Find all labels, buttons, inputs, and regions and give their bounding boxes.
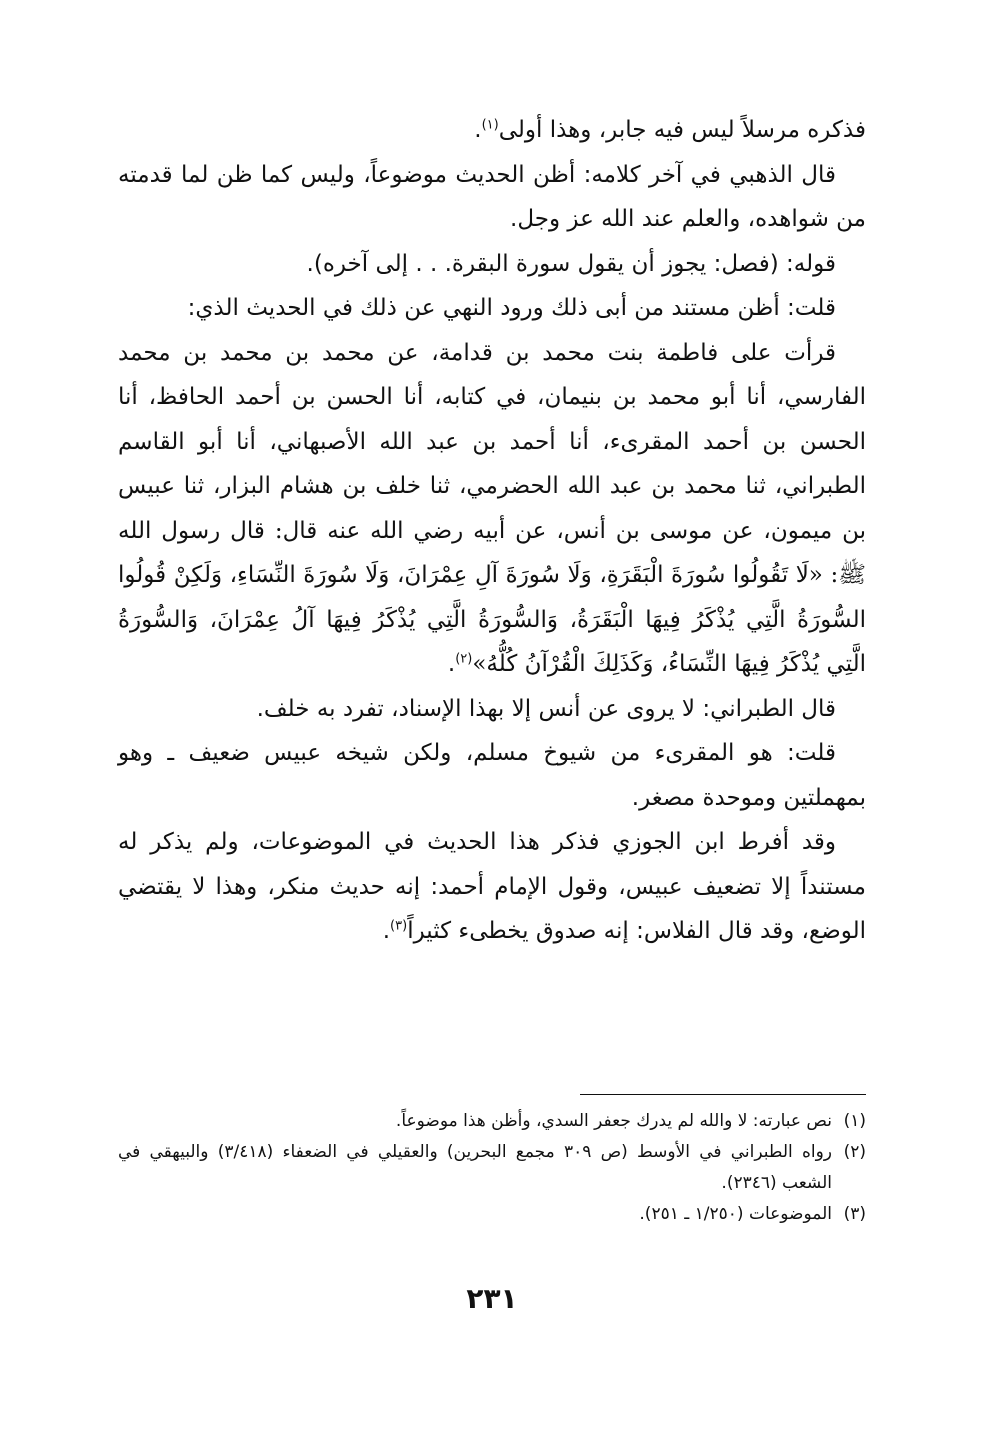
footnote-1-number: (١) — [843, 1111, 866, 1131]
footnotes — [118, 1106, 866, 1230]
footnote-separator — [580, 1094, 866, 1095]
paragraph-7 — [118, 731, 866, 820]
paragraph-1 — [118, 108, 866, 153]
paragraph-5-text: قرأت على فاطمة بنت محمد بن قدامة، عن محمد بن محمد بن محمد الفارسي، أنا أبو محمد بن بنيمان، في كتابه، أنا الحسن بن أحمد الحافظ، أنا الحسن بن أحمد المقرىء، أنا أحمد بن عبد الله الأصبهاني، أنا أبو القاسم الطبراني، ثنا محمد بن عبد الله الحضرمي، ثنا خلف بن هشام البزار، ثنا عبيس بن ميمون، عن موسى بن أنس، عن أبيه رضي الله عنه قال: قال رسول الله ﷺ: «لَا تَقُولُوا سُورَةَ الْبَقَرَةِ، وَلَا سُورَةَ آلِ عِمْرَانَ، وَلَا سُورَةَ النِّسَاءِ، وَلَكِنْ قُولُوا السُّورَةُ الَّتِي يُذْكَرُ فِيهَا الْبَقَرَةُ، وَالسُّورَةُ الَّتِي يُذْكَرُ فِيهَا آلُ عِمْرَانَ، وَالسُّورَةُ الَّتِي يُذْكَرُ فِيهَا النِّسَاءُ، وَكَذَلِكَ الْقُرْآنُ كُلُّهُ» — [118, 339, 866, 677]
page-number: ٢٣١ — [466, 1282, 518, 1315]
footnote-2-text: رواه الطبراني في الأوسط (ص ٣٠٩ مجمع البحرين) والعقيلي في الضعفاء (٣/٤١٨) والبيهقي في الشعب (٢٣٤٦). — [118, 1142, 832, 1193]
paragraph-2-text: قال الذهبي في آخر كلامه: أظن الحديث موضوعاً، وليس كما ظن لما قدمته من شواهده، والعلم عند الله عز وجل. — [118, 161, 866, 232]
paragraph-2 — [118, 153, 866, 242]
paragraph-3 — [118, 242, 866, 287]
footnote-3-number: (٣) — [843, 1204, 866, 1224]
footnote-ref-2: (٢) — [455, 651, 473, 667]
footnote-1 — [118, 1106, 866, 1137]
footnote-2 — [118, 1137, 866, 1199]
footnote-2-number: (٢) — [843, 1142, 866, 1162]
paragraph-3-text: قوله: (فصل: يجوز أن يقول سورة البقرة. . . إلى آخره). — [306, 250, 836, 277]
paragraph-1-text: فذكره مرسلاً ليس فيه جابر، وهذا أولى — [498, 117, 866, 143]
paragraph-8 — [118, 820, 866, 954]
paragraph-1-tail: . — [474, 117, 482, 143]
main-text — [118, 108, 866, 954]
footnote-ref-1: (١) — [481, 117, 499, 133]
paragraph-6 — [118, 687, 866, 732]
paragraph-4 — [118, 286, 866, 331]
footnote-1-text: نص عبارته: لا والله لم يدرك جعفر السدي، وأظن هذا موضوعاً. — [395, 1111, 832, 1131]
paragraph-5 — [118, 331, 866, 687]
paragraph-8-text: وقد أفرط ابن الجوزي فذكر هذا الحديث في الموضوعات، ولم يذكر له مستنداً إلا تضعيف عبيس، وقول الإمام أحمد: إنه حديث منكر، وهذا لا يقتضي الوضع، وقد قال الفلاس: إنه صدوق يخطىء كثيراً — [118, 829, 866, 944]
paragraph-5-tail: . — [447, 651, 456, 677]
paragraph-7-text: قلت: هو المقرىء من شيوخ مسلم، ولكن شيخه عبيس ضعيف ـ وهو بمهملتين وموحدة مصغر. — [118, 740, 866, 811]
footnote-3 — [118, 1199, 866, 1230]
footnote-3-text: الموضوعات (١/٢٥٠ ـ ٢٥١). — [639, 1204, 832, 1224]
paragraph-6-text: قال الطبراني: لا يروى عن أنس إلا بهذا الإسناد، تفرد به خلف. — [256, 695, 836, 722]
paragraph-4-text: قلت: أظن مستند من أبى ذلك ورود النهي عن ذلك في الحديث الذي: — [187, 295, 836, 321]
paragraph-8-tail: . — [382, 918, 391, 944]
footnote-ref-3: (٣) — [390, 918, 408, 934]
